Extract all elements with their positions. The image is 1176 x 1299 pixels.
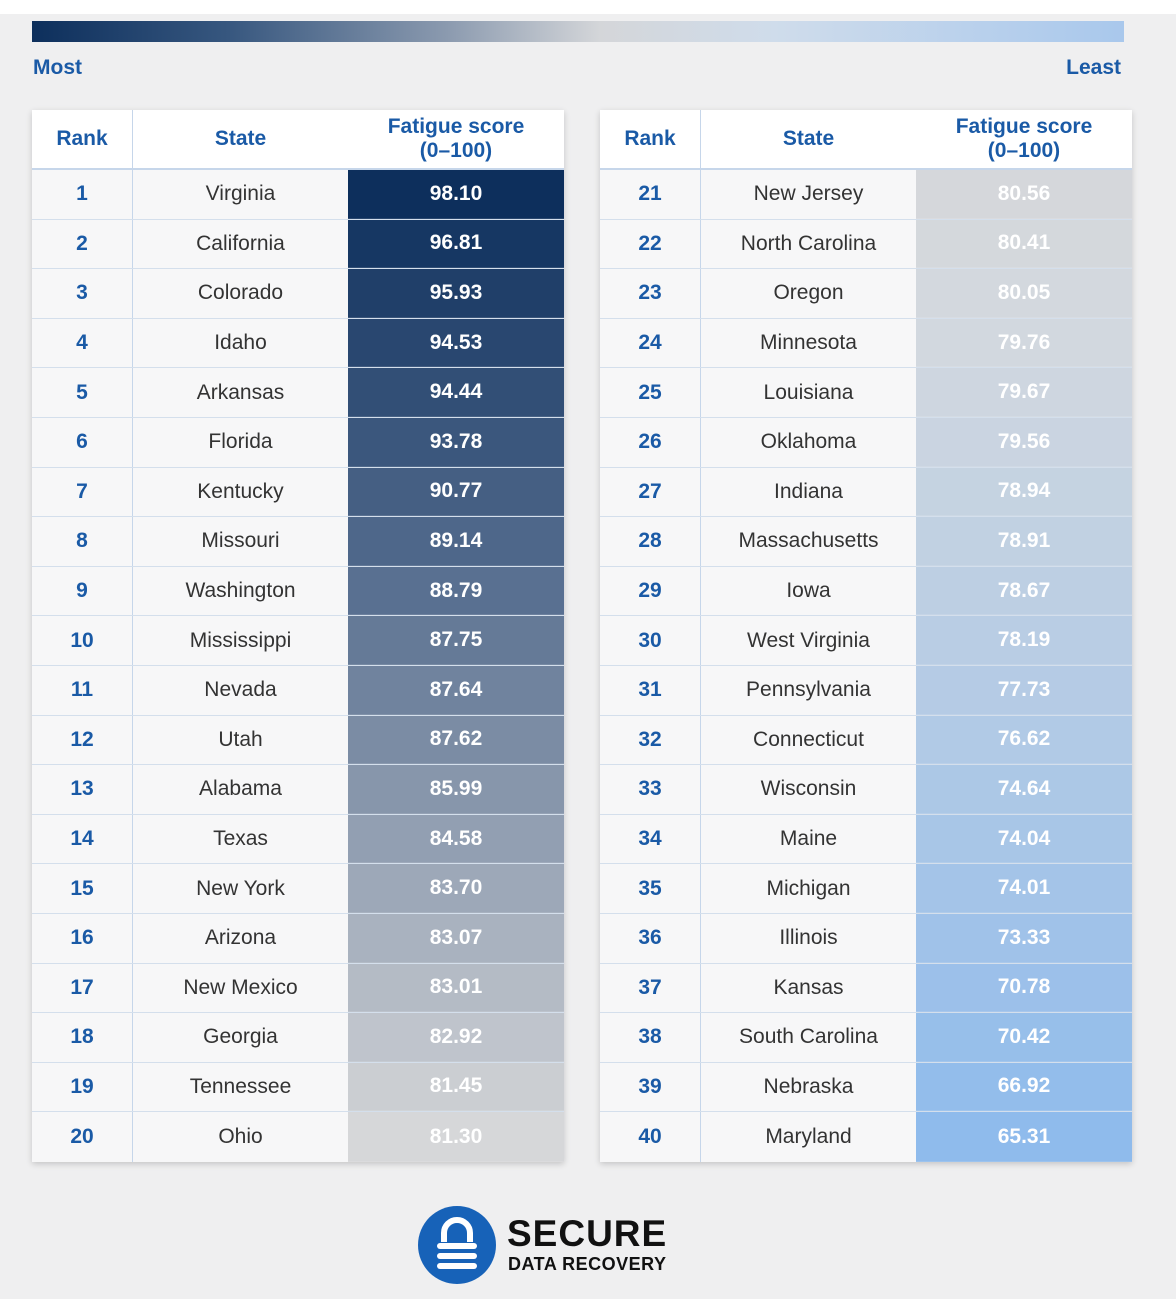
table-row <box>32 269 564 319</box>
score-cell: 94.44 <box>348 368 564 417</box>
state-cell: Louisiana <box>700 368 916 417</box>
table-row <box>600 1013 1132 1063</box>
table-row <box>600 716 1132 766</box>
score-cell: 82.92 <box>348 1013 564 1062</box>
score-cell: 74.01 <box>916 864 1132 913</box>
table-row <box>32 319 564 369</box>
rank-cell: 22 <box>638 231 662 255</box>
table-row <box>32 815 564 865</box>
rank-cell: 29 <box>638 579 662 603</box>
table-row <box>32 418 564 468</box>
header-rank: Rank <box>56 127 108 150</box>
logo-text-secure: SECURE <box>507 1213 668 1254</box>
rank-cell: 31 <box>638 678 662 702</box>
state-cell: Missouri <box>132 517 348 566</box>
table-row <box>600 666 1132 716</box>
score-cell: 88.79 <box>348 567 564 616</box>
rank-cell: 4 <box>76 331 88 355</box>
rank-cell: 24 <box>638 331 662 355</box>
header-score-line2: (0–100) <box>987 139 1061 162</box>
table-row <box>600 368 1132 418</box>
state-cell: Maine <box>700 815 916 864</box>
score-cell: 83.01 <box>348 964 564 1013</box>
score-cell: 95.93 <box>348 269 564 318</box>
rank-cell: 11 <box>70 678 94 702</box>
table-row <box>600 269 1132 319</box>
state-cell: Utah <box>132 716 348 765</box>
score-cell: 85.99 <box>348 765 564 814</box>
rank-cell: 33 <box>638 777 662 801</box>
state-cell: New York <box>132 864 348 913</box>
rank-cell: 26 <box>638 430 662 454</box>
table-row <box>32 368 564 418</box>
table-row <box>32 468 564 518</box>
rank-cell: 12 <box>70 727 94 751</box>
state-cell: Alabama <box>132 765 348 814</box>
state-cell: Washington <box>132 567 348 616</box>
rank-cell: 35 <box>638 876 662 900</box>
score-cell: 87.62 <box>348 716 564 765</box>
score-cell: 98.10 <box>348 170 564 219</box>
rank-cell: 1 <box>76 182 88 206</box>
state-cell: Massachusetts <box>700 517 916 566</box>
legend-gradient-bar <box>32 21 1124 42</box>
state-cell: West Virginia <box>700 616 916 665</box>
legend-most-label: Most <box>33 56 82 79</box>
table-row <box>32 1063 564 1113</box>
score-cell: 79.56 <box>916 418 1132 467</box>
state-cell: Virginia <box>132 170 348 219</box>
state-cell: Texas <box>132 815 348 864</box>
rank-cell: 37 <box>638 975 662 999</box>
top-strip <box>0 0 1176 14</box>
state-cell: Colorado <box>132 269 348 318</box>
score-cell: 84.58 <box>348 815 564 864</box>
score-cell: 78.67 <box>916 567 1132 616</box>
state-cell: Kentucky <box>132 468 348 517</box>
state-cell: South Carolina <box>700 1013 916 1062</box>
score-cell: 74.04 <box>916 815 1132 864</box>
rank-cell: 28 <box>638 529 662 553</box>
ranking-table-right <box>600 110 1132 1162</box>
header-score-line1: Fatigue score <box>387 115 525 138</box>
rank-cell: 3 <box>76 281 88 305</box>
table-row <box>32 170 564 220</box>
rank-cell: 38 <box>638 1025 662 1049</box>
state-cell: California <box>132 220 348 269</box>
score-cell: 70.42 <box>916 1013 1132 1062</box>
table-row <box>32 716 564 766</box>
score-cell: 83.07 <box>348 914 564 963</box>
table-row <box>600 468 1132 518</box>
score-cell: 78.19 <box>916 616 1132 665</box>
score-cell: 90.77 <box>348 468 564 517</box>
state-cell: Oregon <box>700 269 916 318</box>
table-row <box>32 220 564 270</box>
score-cell: 81.30 <box>348 1112 564 1162</box>
table-header <box>32 110 564 170</box>
legend-least-label: Least <box>1066 56 1121 79</box>
header-score-title <box>956 115 1093 163</box>
state-cell: Nebraska <box>700 1063 916 1112</box>
score-cell: 80.41 <box>916 220 1132 269</box>
rank-cell: 18 <box>70 1025 94 1049</box>
header-score-title <box>388 115 525 163</box>
table-row <box>32 1013 564 1063</box>
state-cell: Mississippi <box>132 616 348 665</box>
score-cell: 74.64 <box>916 765 1132 814</box>
rank-cell: 9 <box>76 579 88 603</box>
table-row <box>32 616 564 666</box>
table-row <box>32 1112 564 1162</box>
state-cell: New Jersey <box>700 170 916 219</box>
header-rank: Rank <box>624 127 676 150</box>
score-cell: 77.73 <box>916 666 1132 715</box>
table-row <box>600 319 1132 369</box>
header-score <box>348 110 564 168</box>
rank-cell: 32 <box>638 727 662 751</box>
rank-cell: 10 <box>70 628 94 652</box>
table-body <box>32 170 564 1162</box>
logo-text-data-recovery: DATA RECOVERY <box>508 1254 667 1274</box>
table-row <box>32 914 564 964</box>
state-cell: Illinois <box>700 914 916 963</box>
table-row <box>600 914 1132 964</box>
table-row <box>600 170 1132 220</box>
score-cell: 80.56 <box>916 170 1132 219</box>
header-score <box>916 110 1132 168</box>
score-cell: 89.14 <box>348 517 564 566</box>
table-row <box>600 815 1132 865</box>
rank-cell: 20 <box>70 1125 94 1149</box>
table-row <box>600 567 1132 617</box>
score-cell: 76.62 <box>916 716 1132 765</box>
score-cell: 73.33 <box>916 914 1132 963</box>
rank-cell: 7 <box>76 479 88 503</box>
score-cell: 81.45 <box>348 1063 564 1112</box>
table-row <box>600 616 1132 666</box>
state-cell: Connecticut <box>700 716 916 765</box>
table-row <box>600 864 1132 914</box>
table-row <box>32 765 564 815</box>
score-cell: 70.78 <box>916 964 1132 1013</box>
rank-cell: 6 <box>76 430 88 454</box>
table-row <box>600 517 1132 567</box>
padlock-icon <box>417 1205 497 1285</box>
rank-cell: 16 <box>70 926 94 950</box>
table-row <box>32 517 564 567</box>
score-cell: 79.67 <box>916 368 1132 417</box>
state-cell: Nevada <box>132 666 348 715</box>
state-cell: Kansas <box>700 964 916 1013</box>
state-cell: Minnesota <box>700 319 916 368</box>
score-cell: 80.05 <box>916 269 1132 318</box>
header-score-line2: (0–100) <box>419 139 493 162</box>
state-cell: New Mexico <box>132 964 348 1013</box>
rank-cell: 5 <box>76 380 88 404</box>
rank-cell: 23 <box>638 281 662 305</box>
secure-data-recovery-logo <box>417 1205 727 1287</box>
rank-cell: 13 <box>70 777 94 801</box>
state-cell: Pennsylvania <box>700 666 916 715</box>
rank-cell: 17 <box>70 975 94 999</box>
rank-cell: 40 <box>638 1125 662 1149</box>
score-cell: 96.81 <box>348 220 564 269</box>
score-cell: 94.53 <box>348 319 564 368</box>
state-cell: North Carolina <box>700 220 916 269</box>
rank-cell: 19 <box>70 1074 94 1098</box>
table-row <box>32 864 564 914</box>
score-cell: 78.94 <box>916 468 1132 517</box>
state-cell: Arizona <box>132 914 348 963</box>
header-score-line1: Fatigue score <box>955 115 1093 138</box>
table-row <box>32 666 564 716</box>
score-cell: 66.92 <box>916 1063 1132 1112</box>
rank-cell: 36 <box>638 926 662 950</box>
score-cell: 65.31 <box>916 1112 1132 1162</box>
rank-cell: 39 <box>638 1074 662 1098</box>
state-cell: Michigan <box>700 864 916 913</box>
header-state: State <box>132 110 348 168</box>
table-header <box>600 110 1132 170</box>
table-body <box>600 170 1132 1162</box>
state-cell: Idaho <box>132 319 348 368</box>
score-cell: 78.91 <box>916 517 1132 566</box>
table-row <box>600 220 1132 270</box>
state-cell: Maryland <box>700 1112 916 1162</box>
table-row <box>600 1063 1132 1113</box>
state-cell: Indiana <box>700 468 916 517</box>
state-cell: Ohio <box>132 1112 348 1162</box>
rank-cell: 30 <box>638 628 662 652</box>
rank-cell: 25 <box>638 380 662 404</box>
state-cell: Oklahoma <box>700 418 916 467</box>
state-cell: Arkansas <box>132 368 348 417</box>
ranking-table-left <box>32 110 564 1162</box>
rank-cell: 8 <box>76 529 88 553</box>
state-cell: Georgia <box>132 1013 348 1062</box>
state-cell: Wisconsin <box>700 765 916 814</box>
table-row <box>600 765 1132 815</box>
score-cell: 87.64 <box>348 666 564 715</box>
rank-cell: 2 <box>76 231 88 255</box>
rank-cell: 21 <box>638 182 662 206</box>
state-cell: Iowa <box>700 567 916 616</box>
score-cell: 87.75 <box>348 616 564 665</box>
state-cell: Florida <box>132 418 348 467</box>
table-row <box>600 964 1132 1014</box>
table-row <box>600 418 1132 468</box>
table-row <box>600 1112 1132 1162</box>
score-cell: 79.76 <box>916 319 1132 368</box>
rank-cell: 14 <box>70 827 94 851</box>
rank-cell: 34 <box>638 827 662 851</box>
state-cell: Tennessee <box>132 1063 348 1112</box>
score-cell: 93.78 <box>348 418 564 467</box>
score-cell: 83.70 <box>348 864 564 913</box>
header-state: State <box>700 110 916 168</box>
table-row <box>32 567 564 617</box>
rank-cell: 27 <box>638 479 662 503</box>
rank-cell: 15 <box>70 876 94 900</box>
table-row <box>32 964 564 1014</box>
